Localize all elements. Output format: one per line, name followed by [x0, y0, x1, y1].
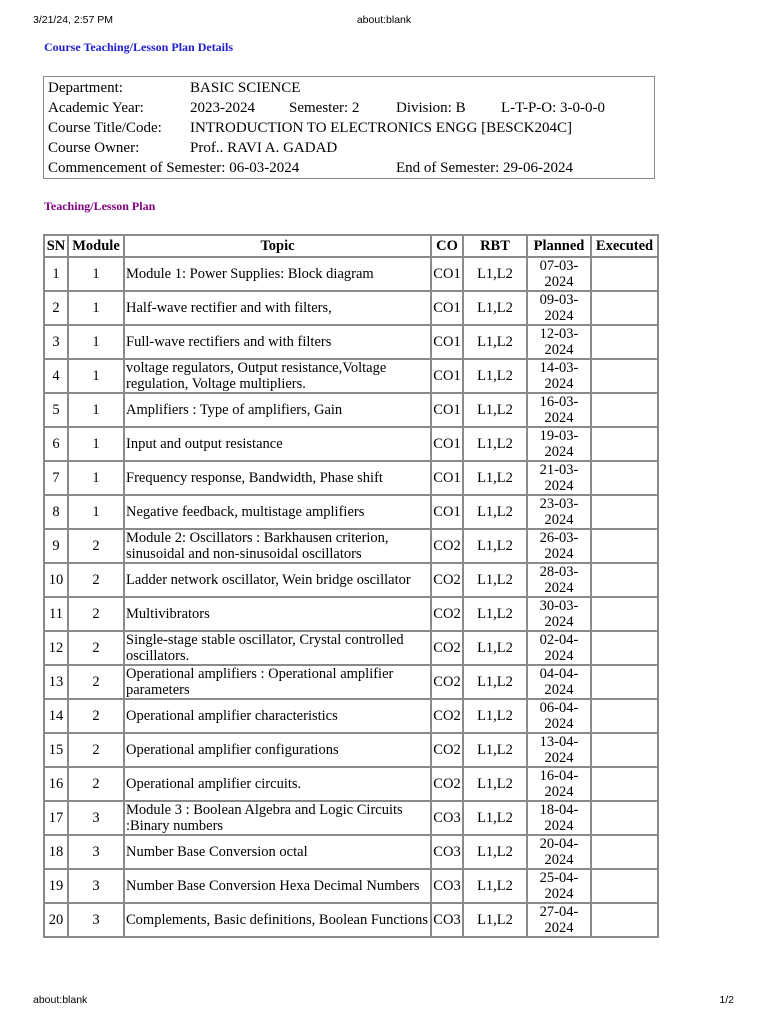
cell-topic: Frequency response, Bandwidth, Phase shift — [124, 461, 431, 495]
cell-sn: 16 — [44, 767, 68, 801]
cell-executed — [591, 869, 658, 903]
commencement-value: Commencement of Semester: 06-03-2024 — [48, 160, 300, 176]
cell-rbt: L1,L2 — [463, 699, 527, 733]
cell-sn: 17 — [44, 801, 68, 835]
cell-topic: Ladder network oscillator, Wein bridge oscillator — [124, 563, 431, 597]
cell-module: 1 — [68, 257, 124, 291]
owner-value: Prof.. RAVI A. GADAD — [190, 140, 338, 156]
cell-planned: 27-04-2024 — [527, 903, 591, 937]
cell-executed — [591, 699, 658, 733]
table-row — [44, 869, 658, 903]
cell-co: CO2 — [431, 631, 463, 665]
academic-year-label: Academic Year: — [48, 100, 144, 116]
cell-executed — [591, 257, 658, 291]
cell-planned: 16-03-2024 — [527, 393, 591, 427]
owner-label: Course Owner: — [48, 140, 140, 156]
cell-co: CO3 — [431, 903, 463, 937]
cell-topic: voltage regulators, Output resistance,Voltage regulation, Voltage multipliers. — [124, 359, 431, 393]
cell-sn: 6 — [44, 427, 68, 461]
cell-planned: 16-04-2024 — [527, 767, 591, 801]
cell-planned: 30-03-2024 — [527, 597, 591, 631]
cell-co: CO2 — [431, 733, 463, 767]
cell-rbt: L1,L2 — [463, 563, 527, 597]
cell-executed — [591, 733, 658, 767]
cell-sn: 11 — [44, 597, 68, 631]
cell-executed — [591, 393, 658, 427]
cell-topic: Module 2: Oscillators : Barkhausen criterion, sinusoidal and non-sinusoidal oscillators — [124, 529, 431, 563]
cell-executed — [591, 529, 658, 563]
cell-co: CO1 — [431, 393, 463, 427]
cell-module: 2 — [68, 733, 124, 767]
table-row — [44, 597, 658, 631]
cell-rbt: L1,L2 — [463, 631, 527, 665]
cell-planned: 04-04-2024 — [527, 665, 591, 699]
cell-co: CO3 — [431, 801, 463, 835]
print-url: about:blank — [356, 14, 412, 26]
cell-topic: Complements, Basic definitions, Boolean Functions — [124, 903, 431, 937]
details-heading: Course Teaching/Lesson Plan Details — [44, 40, 234, 54]
cell-module: 2 — [68, 597, 124, 631]
ltpo-value: L-T-P-O: 3-0-0-0 — [501, 100, 606, 116]
course-value: INTRODUCTION TO ELECTRONICS ENGG [BESCK204C] — [190, 120, 572, 136]
cell-sn: 4 — [44, 359, 68, 393]
table-row — [44, 801, 658, 835]
cell-topic: Full-wave rectifiers and with filters — [124, 325, 431, 359]
cell-rbt: L1,L2 — [463, 597, 527, 631]
cell-module: 1 — [68, 495, 124, 529]
cell-co: CO1 — [431, 495, 463, 529]
cell-topic: Single-stage stable oscillator, Crystal controlled oscillators. — [124, 631, 431, 665]
table-row — [44, 529, 658, 563]
end-of-semester-value: End of Semester: 29-06-2024 — [396, 160, 574, 176]
division-value: Division: B — [396, 100, 466, 116]
cell-topic: Operational amplifiers : Operational amplifier parameters — [124, 665, 431, 699]
cell-sn: 1 — [44, 257, 68, 291]
cell-module: 2 — [68, 631, 124, 665]
table-row — [44, 631, 658, 665]
cell-sn: 19 — [44, 869, 68, 903]
cell-co: CO1 — [431, 325, 463, 359]
cell-sn: 10 — [44, 563, 68, 597]
cell-executed — [591, 325, 658, 359]
cell-rbt: L1,L2 — [463, 529, 527, 563]
cell-topic: Module 3 : Boolean Algebra and Logic Circuits :Binary numbers — [124, 801, 431, 835]
cell-co: CO2 — [431, 767, 463, 801]
cell-rbt: L1,L2 — [463, 835, 527, 869]
cell-rbt: L1,L2 — [463, 767, 527, 801]
cell-sn: 14 — [44, 699, 68, 733]
table-row — [44, 461, 658, 495]
cell-executed — [591, 495, 658, 529]
cell-topic: Operational amplifier configurations — [124, 733, 431, 767]
cell-module: 1 — [68, 325, 124, 359]
table-row — [44, 325, 658, 359]
cell-co: CO1 — [431, 427, 463, 461]
cell-co: CO2 — [431, 563, 463, 597]
page-number: 1/2 — [719, 994, 734, 1006]
cell-rbt: L1,L2 — [463, 495, 527, 529]
cell-module: 1 — [68, 393, 124, 427]
lesson-plan-table — [43, 234, 659, 938]
cell-planned: 13-04-2024 — [527, 733, 591, 767]
column-header-module: Module — [68, 235, 124, 257]
cell-co: CO2 — [431, 597, 463, 631]
cell-executed — [591, 631, 658, 665]
table-header-row — [44, 235, 658, 257]
cell-module: 1 — [68, 427, 124, 461]
cell-rbt: L1,L2 — [463, 325, 527, 359]
cell-planned: 06-04-2024 — [527, 699, 591, 733]
cell-sn: 9 — [44, 529, 68, 563]
cell-co: CO2 — [431, 699, 463, 733]
cell-topic: Number Base Conversion Hexa Decimal Numbers — [124, 869, 431, 903]
cell-executed — [591, 835, 658, 869]
cell-module: 3 — [68, 801, 124, 835]
cell-topic: Amplifiers : Type of amplifiers, Gain — [124, 393, 431, 427]
cell-module: 3 — [68, 903, 124, 937]
cell-topic: Half-wave rectifier and with filters, — [124, 291, 431, 325]
cell-topic: Module 1: Power Supplies: Block diagram — [124, 257, 431, 291]
print-footer — [0, 994, 768, 1010]
cell-co: CO1 — [431, 461, 463, 495]
cell-module: 2 — [68, 665, 124, 699]
course-info-box — [43, 76, 655, 179]
table-row — [44, 665, 658, 699]
cell-rbt: L1,L2 — [463, 359, 527, 393]
department-label: Department: — [48, 80, 123, 96]
cell-co: CO2 — [431, 665, 463, 699]
table-row — [44, 835, 658, 869]
cell-rbt: L1,L2 — [463, 461, 527, 495]
cell-co: CO3 — [431, 869, 463, 903]
table-row — [44, 495, 658, 529]
column-header-topic: Topic — [124, 235, 431, 257]
table-row — [44, 257, 658, 291]
table-row — [44, 903, 658, 937]
column-header-executed: Executed — [591, 235, 658, 257]
cell-planned: 20-04-2024 — [527, 835, 591, 869]
cell-planned: 09-03-2024 — [527, 291, 591, 325]
table-row — [44, 359, 658, 393]
cell-sn: 20 — [44, 903, 68, 937]
cell-rbt: L1,L2 — [463, 257, 527, 291]
table-row — [44, 427, 658, 461]
table-row — [44, 699, 658, 733]
cell-topic: Operational amplifier characteristics — [124, 699, 431, 733]
course-label: Course Title/Code: — [48, 120, 162, 136]
cell-rbt: L1,L2 — [463, 869, 527, 903]
cell-module: 1 — [68, 359, 124, 393]
cell-rbt: L1,L2 — [463, 393, 527, 427]
cell-sn: 12 — [44, 631, 68, 665]
cell-topic: Input and output resistance — [124, 427, 431, 461]
cell-planned: 12-03-2024 — [527, 325, 591, 359]
cell-topic: Negative feedback, multistage amplifiers — [124, 495, 431, 529]
cell-module: 2 — [68, 529, 124, 563]
cell-module: 2 — [68, 563, 124, 597]
cell-executed — [591, 427, 658, 461]
cell-executed — [591, 597, 658, 631]
cell-module: 1 — [68, 461, 124, 495]
cell-rbt: L1,L2 — [463, 665, 527, 699]
cell-planned: 19-03-2024 — [527, 427, 591, 461]
cell-sn: 8 — [44, 495, 68, 529]
cell-rbt: L1,L2 — [463, 427, 527, 461]
cell-planned: 07-03-2024 — [527, 257, 591, 291]
cell-sn: 15 — [44, 733, 68, 767]
cell-module: 1 — [68, 291, 124, 325]
cell-co: CO1 — [431, 291, 463, 325]
cell-planned: 28-03-2024 — [527, 563, 591, 597]
table-row — [44, 291, 658, 325]
plan-heading: Teaching/Lesson Plan — [44, 199, 156, 213]
cell-sn: 2 — [44, 291, 68, 325]
table-row — [44, 393, 658, 427]
cell-executed — [591, 665, 658, 699]
table-row — [44, 563, 658, 597]
cell-rbt: L1,L2 — [463, 903, 527, 937]
column-header-planned: Planned — [527, 235, 591, 257]
column-header-rbt: RBT — [463, 235, 527, 257]
cell-rbt: L1,L2 — [463, 733, 527, 767]
academic-year-value: 2023-2024 — [190, 100, 255, 116]
cell-topic: Operational amplifier circuits. — [124, 767, 431, 801]
footer-url: about:blank — [33, 994, 88, 1006]
cell-co: CO1 — [431, 257, 463, 291]
cell-planned: 25-04-2024 — [527, 869, 591, 903]
cell-module: 3 — [68, 835, 124, 869]
cell-co: CO2 — [431, 529, 463, 563]
cell-topic: Multivibrators — [124, 597, 431, 631]
cell-executed — [591, 291, 658, 325]
cell-planned: 14-03-2024 — [527, 359, 591, 393]
lesson-plan-body — [44, 257, 658, 937]
cell-rbt: L1,L2 — [463, 801, 527, 835]
print-header — [0, 14, 768, 30]
cell-executed — [591, 903, 658, 937]
semester-value: Semester: 2 — [289, 100, 360, 116]
cell-planned: 26-03-2024 — [527, 529, 591, 563]
cell-sn: 7 — [44, 461, 68, 495]
cell-executed — [591, 563, 658, 597]
column-header-co: CO — [431, 235, 463, 257]
print-datetime: 3/21/24, 2:57 PM — [33, 14, 113, 26]
cell-planned: 02-04-2024 — [527, 631, 591, 665]
cell-sn: 3 — [44, 325, 68, 359]
cell-executed — [591, 359, 658, 393]
cell-sn: 5 — [44, 393, 68, 427]
column-header-sn: SN — [44, 235, 68, 257]
table-row — [44, 733, 658, 767]
cell-co: CO1 — [431, 359, 463, 393]
cell-executed — [591, 767, 658, 801]
cell-planned: 23-03-2024 — [527, 495, 591, 529]
table-row — [44, 767, 658, 801]
cell-sn: 13 — [44, 665, 68, 699]
cell-module: 2 — [68, 767, 124, 801]
cell-co: CO3 — [431, 835, 463, 869]
cell-module: 2 — [68, 699, 124, 733]
cell-planned: 18-04-2024 — [527, 801, 591, 835]
cell-topic: Number Base Conversion octal — [124, 835, 431, 869]
cell-module: 3 — [68, 869, 124, 903]
cell-sn: 18 — [44, 835, 68, 869]
cell-planned: 21-03-2024 — [527, 461, 591, 495]
department-value: BASIC SCIENCE — [190, 80, 301, 96]
cell-rbt: L1,L2 — [463, 291, 527, 325]
cell-executed — [591, 461, 658, 495]
cell-executed — [591, 801, 658, 835]
